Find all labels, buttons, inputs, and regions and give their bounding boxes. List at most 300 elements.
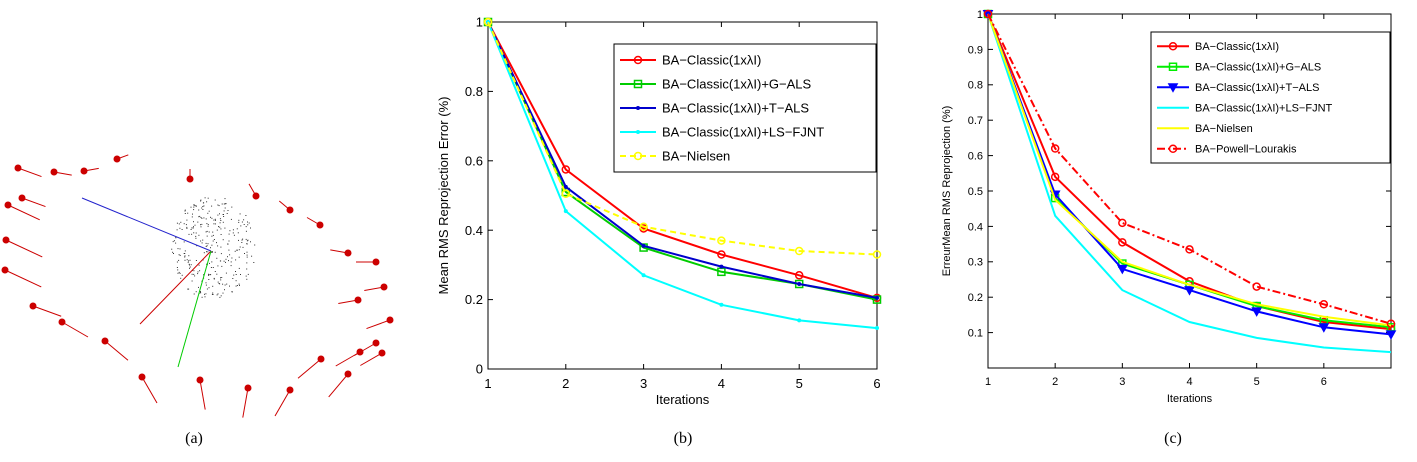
- legend: [614, 44, 876, 172]
- camera-marker: [355, 297, 362, 304]
- cloud-point: [236, 274, 237, 275]
- cloud-point: [247, 257, 248, 258]
- cloud-point: [244, 253, 245, 254]
- y-tick-label: 0.8: [967, 79, 983, 92]
- x-tick-label: 6: [1320, 376, 1327, 388]
- cloud-point: [207, 289, 208, 290]
- data-point: [636, 106, 640, 110]
- cloud-point: [197, 222, 198, 223]
- cloud-point: [219, 213, 220, 214]
- cloud-point: [246, 243, 247, 244]
- cloud-point: [173, 241, 174, 242]
- caption-a: (a): [185, 430, 203, 447]
- cloud-point: [193, 221, 194, 222]
- cloud-point: [206, 285, 207, 286]
- cloud-point: [251, 256, 252, 257]
- cloud-point: [184, 253, 185, 254]
- x-tick-label: 6: [873, 376, 881, 391]
- cloud-point: [190, 267, 191, 268]
- cloud-point: [233, 232, 234, 233]
- cloud-point: [215, 219, 216, 220]
- cloud-point: [199, 270, 200, 271]
- cloud-point: [200, 241, 201, 242]
- cloud-point: [206, 246, 207, 247]
- cloud-point: [211, 218, 212, 219]
- cloud-point: [240, 213, 241, 214]
- camera-ray: [360, 353, 382, 366]
- cloud-point: [177, 269, 178, 270]
- cloud-point: [192, 274, 193, 275]
- data-point: [719, 265, 723, 269]
- cloud-point: [190, 260, 191, 261]
- cloud-point: [203, 205, 204, 206]
- camera-marker: [357, 349, 364, 356]
- cloud-point: [247, 224, 248, 225]
- cloud-point: [224, 228, 225, 229]
- cloud-point: [216, 258, 217, 259]
- cloud-point: [207, 236, 208, 237]
- camera-marker: [373, 259, 380, 266]
- cloud-point: [186, 228, 187, 229]
- camera-ray: [329, 374, 348, 397]
- cloud-point: [223, 222, 224, 223]
- cloud-point: [243, 247, 244, 248]
- data-point: [1119, 239, 1126, 246]
- cloud-point: [184, 223, 185, 224]
- cloud-point: [212, 294, 213, 295]
- cloud-point: [189, 264, 190, 265]
- camera-marker: [30, 303, 37, 310]
- cloud-point: [179, 228, 180, 229]
- cloud-point: [196, 233, 197, 234]
- camera-ray: [22, 198, 45, 207]
- cloud-point: [235, 251, 236, 252]
- camera-marker: [287, 207, 294, 214]
- camera-marker: [5, 202, 12, 209]
- data-point: [796, 248, 803, 255]
- cloud-point: [189, 234, 190, 235]
- cloud-point: [226, 259, 227, 260]
- data-point: [874, 251, 881, 258]
- cloud-point: [220, 222, 221, 223]
- cloud-point: [246, 231, 247, 232]
- cloud-point: [231, 258, 232, 259]
- cloud-point: [235, 259, 236, 260]
- cloud-point: [247, 255, 248, 256]
- cloud-point: [226, 284, 227, 285]
- cloud-point: [218, 293, 219, 294]
- cloud-point: [215, 200, 216, 201]
- y-tick-label: 0.1: [967, 327, 983, 340]
- y-tick-label: 0.5: [967, 185, 983, 198]
- cloud-point: [179, 223, 180, 224]
- cloud-point: [220, 247, 221, 248]
- data-point: [562, 166, 569, 173]
- cloud-point: [208, 274, 209, 275]
- cloud-point: [240, 225, 241, 226]
- cloud-point: [206, 201, 207, 202]
- data-point: [797, 318, 801, 322]
- cloud-point: [207, 213, 208, 214]
- cloud-point: [227, 243, 228, 244]
- cloud-point: [213, 220, 214, 221]
- legend-label: BA−Classic(1xλI): [1195, 41, 1280, 54]
- cloud-point: [208, 279, 209, 280]
- cloud-point: [210, 217, 211, 218]
- y-tick-label: 0.3: [967, 256, 983, 269]
- cloud-point: [227, 256, 228, 257]
- cloud-point: [195, 236, 196, 237]
- x-tick-label: 2: [1052, 376, 1059, 388]
- camera-marker: [287, 387, 294, 394]
- cloud-point: [184, 257, 185, 258]
- x-tick-label: 4: [717, 376, 726, 391]
- cloud-point: [214, 239, 215, 240]
- camera-marker: [3, 237, 10, 244]
- cloud-point: [235, 271, 236, 272]
- cloud-point: [196, 260, 197, 261]
- cloud-point: [216, 242, 217, 243]
- cloud-point: [198, 287, 199, 288]
- camera-scene-3d: [2, 155, 394, 418]
- cloud-point: [253, 262, 254, 263]
- cloud-point: [172, 252, 173, 253]
- camera-ray: [298, 359, 321, 378]
- camera-marker: [2, 267, 9, 274]
- cloud-point: [215, 223, 216, 224]
- data-point: [1170, 43, 1177, 50]
- y-tick-label: 0.4: [464, 222, 483, 238]
- cloud-point: [206, 243, 207, 244]
- cloud-point: [203, 217, 204, 218]
- cloud-point: [185, 211, 186, 212]
- cloud-point: [201, 226, 202, 227]
- cloud-point: [177, 229, 178, 230]
- camera-marker: [59, 319, 66, 326]
- cloud-point: [202, 206, 203, 207]
- y-tick-label: 1: [475, 14, 483, 30]
- cloud-point: [243, 219, 244, 220]
- x-tick-label: 5: [1253, 376, 1260, 388]
- cloud-point: [182, 229, 183, 230]
- cloud-point: [226, 273, 227, 274]
- cloud-point: [220, 218, 221, 219]
- y-axis-label: ErreurMean RMS Reprojection (%): [941, 105, 953, 277]
- cloud-point: [207, 231, 208, 232]
- cloud-point: [213, 223, 214, 224]
- cloud-point: [239, 257, 240, 258]
- cloud-point: [196, 206, 197, 207]
- cloud-point: [186, 224, 187, 225]
- cloud-point: [209, 211, 210, 212]
- cloud-point: [212, 293, 213, 294]
- cloud-point: [187, 259, 188, 260]
- cloud-point: [220, 279, 221, 280]
- cloud-point: [224, 261, 225, 262]
- legend: [1151, 32, 1390, 163]
- cloud-point: [224, 289, 225, 290]
- y-tick-label: 0.2: [464, 292, 483, 308]
- cloud-point: [246, 239, 247, 240]
- cloud-point: [186, 220, 187, 221]
- legend-label: BA−Classic(1xλI)+T−ALS: [662, 100, 810, 116]
- cloud-point: [208, 275, 209, 276]
- cloud-point: [201, 224, 202, 225]
- cloud-point: [193, 226, 194, 227]
- cloud-point: [225, 198, 226, 199]
- legend-label: BA−Nielsen: [1195, 123, 1253, 136]
- cloud-point: [173, 253, 174, 254]
- data-point: [1119, 219, 1126, 226]
- cloud-point: [202, 240, 203, 241]
- data-point: [642, 273, 646, 277]
- cloud-point: [228, 250, 229, 251]
- cloud-point: [177, 262, 178, 263]
- cloud-point: [193, 274, 194, 275]
- cloud-point: [254, 245, 255, 246]
- cloud-point: [223, 239, 224, 240]
- cloud-point: [228, 260, 229, 261]
- camera-ray: [62, 322, 88, 337]
- cloud-point: [208, 224, 209, 225]
- cloud-point: [240, 247, 241, 248]
- cloud-point: [231, 219, 232, 220]
- y-tick-label: 0.4: [967, 221, 983, 234]
- cloud-point: [211, 245, 212, 246]
- cloud-point: [219, 297, 220, 298]
- cloud-point: [188, 260, 189, 261]
- cloud-point: [221, 253, 222, 254]
- cloud-point: [233, 275, 234, 276]
- camera-ray: [8, 205, 40, 220]
- camera-marker: [197, 377, 204, 384]
- x-axis-label: Iterations: [655, 392, 710, 407]
- camera-marker: [245, 385, 252, 392]
- camera-ray: [5, 270, 41, 287]
- cloud-point: [218, 226, 219, 227]
- camera-ray: [18, 168, 41, 177]
- cloud-point: [221, 266, 222, 267]
- cloud-point: [194, 205, 195, 206]
- cloud-point: [218, 282, 219, 283]
- cloud-point: [246, 269, 247, 270]
- cloud-point: [200, 291, 201, 292]
- cloud-point: [185, 213, 186, 214]
- cloud-point: [180, 278, 181, 279]
- cloud-point: [223, 216, 224, 217]
- camera-ray: [200, 380, 205, 410]
- cloud-point: [193, 270, 194, 271]
- cloud-point: [194, 204, 195, 205]
- cloud-point: [246, 279, 247, 280]
- y-tick-label: 0.2: [967, 292, 983, 305]
- cloud-point: [198, 271, 199, 272]
- legend-label: BA−Classic(1xλI)+LS−FJNT: [662, 124, 825, 140]
- cloud-point: [179, 272, 180, 273]
- cloud-point: [205, 197, 206, 198]
- data-point: [635, 57, 642, 64]
- data-point: [1186, 246, 1193, 253]
- cloud-point: [205, 296, 206, 297]
- data-point: [718, 251, 725, 258]
- cloud-point: [250, 228, 251, 229]
- cloud-point: [208, 198, 209, 199]
- cloud-point: [210, 247, 211, 248]
- cloud-point: [209, 232, 210, 233]
- cloud-point: [199, 216, 200, 217]
- cloud-point: [180, 222, 181, 223]
- cloud-point: [211, 261, 212, 262]
- cloud-point: [217, 215, 218, 216]
- cloud-point: [224, 204, 225, 205]
- cloud-point: [191, 207, 192, 208]
- cloud-point: [217, 230, 218, 231]
- camera-marker: [139, 374, 146, 381]
- cloud-point: [223, 293, 224, 294]
- cloud-point: [236, 286, 237, 287]
- cloud-point: [206, 223, 207, 224]
- cloud-point: [217, 245, 218, 246]
- cloud-point: [180, 273, 181, 274]
- camera-marker: [15, 165, 22, 172]
- cloud-point: [247, 222, 248, 223]
- legend-label: BA−Powell−Lourakis: [1195, 143, 1297, 156]
- cloud-point: [228, 210, 229, 211]
- camera-marker: [102, 338, 109, 345]
- cloud-point: [191, 264, 192, 265]
- cloud-point: [200, 292, 201, 293]
- cloud-point: [185, 255, 186, 256]
- cloud-point: [195, 238, 196, 239]
- cloud-point: [206, 218, 207, 219]
- data-point: [1388, 320, 1395, 327]
- cloud-point: [193, 207, 194, 208]
- cloud-point: [193, 232, 194, 233]
- cloud-point: [194, 275, 195, 276]
- cloud-point: [212, 286, 213, 287]
- x-axis-label: Iterations: [1166, 393, 1213, 405]
- camera-marker: [345, 371, 352, 378]
- cloud-point: [208, 226, 209, 227]
- cloud-point: [221, 295, 222, 296]
- cloud-point: [217, 265, 218, 266]
- cloud-point: [239, 249, 240, 250]
- cloud-point: [177, 223, 178, 224]
- cloud-point: [241, 242, 242, 243]
- data-point: [636, 130, 640, 134]
- legend-label: BA−Classic(1xλI)+T−ALS: [1195, 82, 1320, 95]
- cloud-point: [199, 265, 200, 266]
- cloud-point: [192, 281, 193, 282]
- cloud-point: [231, 265, 232, 266]
- cloud-point: [249, 223, 250, 224]
- x-tick-label: 2: [562, 376, 570, 391]
- x-tick-label: 3: [639, 376, 648, 391]
- camera-marker: [345, 250, 352, 257]
- cloud-point: [205, 293, 206, 294]
- cloud-point: [192, 216, 193, 217]
- legend-label: BA−Classic(1xλI)+G−ALS: [1195, 61, 1322, 74]
- cloud-point: [239, 268, 240, 269]
- cloud-point: [238, 220, 239, 221]
- cloud-point: [184, 241, 185, 242]
- data-point: [1253, 283, 1260, 290]
- y-tick-label: 0.6: [464, 153, 483, 169]
- cloud-point: [201, 217, 202, 218]
- camera-marker: [114, 156, 121, 163]
- cloud-point: [213, 267, 214, 268]
- cloud-point: [206, 282, 207, 283]
- cloud-point: [220, 228, 221, 229]
- cloud-point: [238, 240, 239, 241]
- data-point: [640, 223, 647, 230]
- data-point: [875, 326, 879, 330]
- cloud-point: [175, 243, 176, 244]
- cloud-point: [188, 262, 189, 263]
- cloud-point: [222, 204, 223, 205]
- cloud-point: [237, 228, 238, 229]
- cloud-point: [200, 200, 201, 201]
- cloud-point: [216, 274, 217, 275]
- cloud-point: [225, 285, 226, 286]
- cloud-point: [191, 227, 192, 228]
- y-tick-label: 0.6: [967, 150, 983, 163]
- cloud-point: [237, 285, 238, 286]
- cloud-point: [219, 205, 220, 206]
- cloud-point: [213, 241, 214, 242]
- cloud-point: [195, 225, 196, 226]
- cloud-point: [227, 213, 228, 214]
- cloud-point: [185, 250, 186, 251]
- cloud-point: [238, 232, 239, 233]
- camera-ray: [6, 240, 42, 257]
- cloud-point: [229, 234, 230, 235]
- cloud-point: [220, 277, 221, 278]
- legend-label: BA−Classic(1xλI): [662, 52, 762, 68]
- data-point: [1052, 173, 1059, 180]
- chart-b: [436, 15, 881, 407]
- cloud-point: [233, 229, 234, 230]
- cloud-point: [223, 214, 224, 215]
- legend-label: BA−Classic(1xλI)+LS−FJNT: [1195, 102, 1333, 115]
- cloud-point: [250, 241, 251, 242]
- camera-marker: [81, 168, 88, 175]
- cloud-point: [246, 262, 247, 263]
- cloud-point: [202, 209, 203, 210]
- cloud-point: [210, 274, 211, 275]
- camera-marker: [51, 169, 58, 176]
- data-point: [564, 209, 568, 213]
- cloud-point: [193, 209, 194, 210]
- camera-marker: [318, 356, 325, 363]
- camera-ray: [142, 377, 157, 403]
- cloud-point: [213, 235, 214, 236]
- cloud-point: [188, 255, 189, 256]
- cloud-point: [185, 210, 186, 211]
- cloud-point: [192, 214, 193, 215]
- camera-marker: [19, 195, 26, 202]
- cloud-point: [179, 254, 180, 255]
- cloud-point: [186, 227, 187, 228]
- camera-marker: [373, 340, 380, 347]
- x-tick-label: 4: [1186, 376, 1193, 388]
- cloud-point: [222, 284, 223, 285]
- data-point: [719, 303, 723, 307]
- cloud-point: [211, 206, 212, 207]
- cloud-point: [221, 234, 222, 235]
- cloud-point: [220, 260, 221, 261]
- cloud-point: [191, 229, 192, 230]
